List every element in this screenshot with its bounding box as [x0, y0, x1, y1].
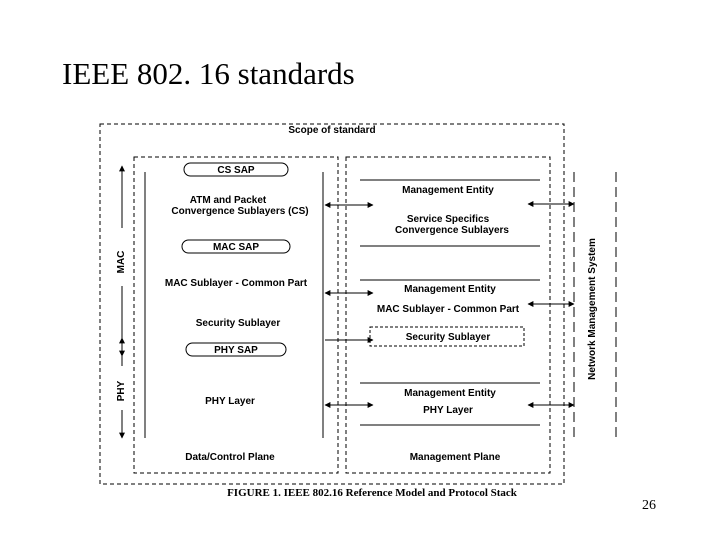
phy-axis-label: PHY [116, 380, 127, 402]
nms-label: Network Management System [587, 238, 598, 380]
cs-sap-label: CS SAP [217, 165, 255, 176]
right-phy-layer-label: PHY Layer [423, 405, 473, 416]
convergence-sublayers-label: Convergence Sublayers (CS) [171, 206, 309, 217]
management-plane-label: Management Plane [409, 452, 501, 463]
left-security-label: Security Sublayer [195, 318, 281, 329]
mac-axis-label: MAC [116, 250, 127, 274]
page-number: 26 [642, 498, 656, 513]
service-specifics-label: Service Specifics [406, 214, 490, 225]
phy-sap-label: PHY SAP [214, 345, 258, 356]
management-plane-box [346, 157, 550, 473]
atm-packet-label: ATM and Packet [189, 195, 267, 206]
mgmt-entity-1-label: Management Entity [402, 185, 494, 196]
scope-label: Scope of standard [288, 125, 376, 136]
ss-convergence-label: Convergence Sublayers [395, 225, 509, 236]
right-security-label: Security Sublayer [405, 332, 491, 343]
data-control-plane-label: Data/Control Plane [185, 452, 275, 463]
mgmt-entity-3-label: Management Entity [404, 388, 496, 399]
left-mac-cps-label: MAC Sublayer - Common Part [164, 278, 308, 289]
mgmt-entity-2-label: Management Entity [404, 284, 496, 295]
slide-title: IEEE 802. 16 standards [62, 56, 355, 91]
mac-sap-label: MAC SAP [212, 242, 260, 253]
figure-caption: FIGURE 1. IEEE 802.16 Reference Model and Protocol Stack [227, 487, 517, 499]
left-phy-layer-label: PHY Layer [205, 396, 255, 407]
right-mac-cps-label: MAC Sublayer - Common Part [376, 304, 520, 315]
